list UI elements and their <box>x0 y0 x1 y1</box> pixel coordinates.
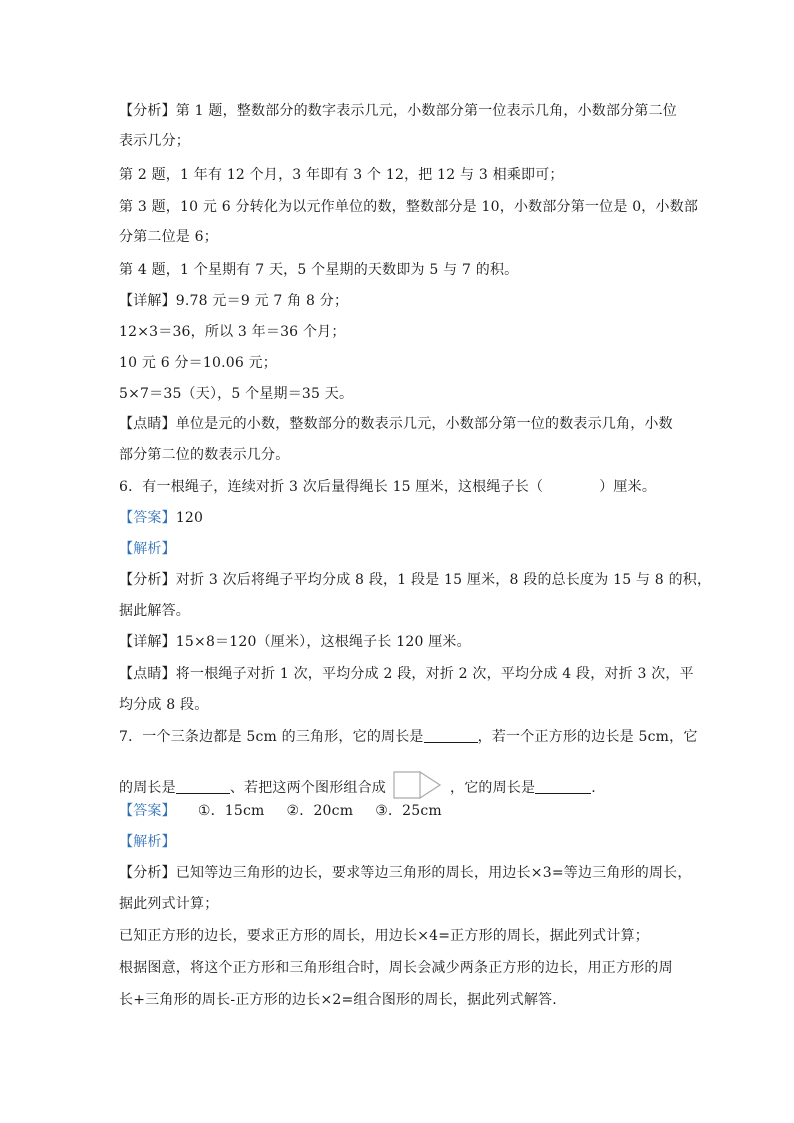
question-7-text: ，它的周长是 <box>450 780 536 796</box>
analysis-line: 据此列式计算； <box>119 896 219 912</box>
question-7-text: . <box>591 780 596 796</box>
detail-line: 10 元 6 分＝10.06 元； <box>119 355 278 371</box>
answer-6 <box>119 508 203 528</box>
question-7-text: 7．一个三条边都是 5cm 的三角形，它的周长是 <box>119 729 424 745</box>
answer-label: 【答案】 <box>119 803 176 819</box>
answer-blank <box>424 728 478 743</box>
analysis-line: 已知正方形的边长，要求正方形的周长，用边长×4=正方形的周长，据此列式计算； <box>119 928 649 944</box>
analysis-line: 第 4 题，1 个星期有 7 天，5 个星期的天数即为 5 与 7 的积。 <box>119 262 519 278</box>
analysis-line: 表示几分； <box>119 133 190 149</box>
jiexi-label: 【解析】 <box>119 834 176 850</box>
answer-blank <box>176 779 230 794</box>
answer-7 <box>119 801 442 821</box>
question-6 <box>119 477 656 497</box>
detail-line: 12×3＝36，所以 3 年＝36 个月； <box>119 324 346 340</box>
remark-line: 【点睛】将一根绳子对折 1 次，平均分成 2 段，对折 2 次，平均分成 4 段，对折 3 次，平 <box>119 666 694 682</box>
detail-line: 5×7＝35（天），5 个星期＝35 天。 <box>119 386 354 402</box>
analysis-line: 分第二位是 6； <box>119 229 218 245</box>
analysis-line: 【分析】对折 3 次后将绳子平均分成 8 段，1 段是 15 厘米，8 段的总长度为 15 与 8 的积， <box>119 572 712 588</box>
analysis-line: 第 3 题，10 元 6 分转化为以元作单位的数，整数部分是 10，小数部分第一位是 0，小数部 <box>119 199 699 215</box>
answer-item: ③．25cm <box>375 803 442 819</box>
remark-line: 均分成 8 段。 <box>119 697 209 713</box>
answer-blank <box>535 779 591 794</box>
question-7 <box>119 727 698 747</box>
answer-item: ①．15cm <box>197 803 265 819</box>
analysis-line: 据此解答。 <box>119 603 190 619</box>
detail-line: 【详解】15×8＝120（厘米），这根绳子长 120 厘米。 <box>119 634 471 650</box>
question-7-text: 、若把这两个图形组合成 <box>229 780 387 796</box>
jiexi-label: 【解析】 <box>119 541 176 557</box>
answer-value: 120 <box>175 510 204 526</box>
question-6-text-end: ）厘米。 <box>599 479 657 495</box>
answer-item: ②．20cm <box>286 803 354 819</box>
analysis-line: 【分析】已知等边三角形的边长，要求等边三角形的周长，用边长×3=等边三角形的周长， <box>119 865 692 881</box>
analysis-line: 根据图意，将这个正方形和三角形组合时，周长会减少两条正方形的边长，用正方形的周 <box>119 960 673 976</box>
analysis-line: 第 2 题，1 年有 12 个月，3 年即有 3 个 12，把 12 与 3 相乘即可； <box>119 167 564 183</box>
question-6-text: 6．有一根绳子，连续对折 3 次后量得绳长 15 厘米，这根绳子长（ <box>119 479 544 495</box>
remark-line: 部分第二位的数表示几分。 <box>119 447 290 463</box>
answer-label: 【答案】 <box>119 510 176 526</box>
detail-line: 【详解】9.78 元＝9 元 7 角 8 分； <box>119 293 349 309</box>
remark-line: 【点睛】单位是元的小数，整数部分的数表示几元，小数部分第一位的数表示几角，小数 <box>119 416 673 432</box>
question-7-text: 的周长是 <box>119 780 176 796</box>
analysis-line: 【分析】第 1 题，整数部分的数字表示几元，小数部分第一位表示几角，小数部分第二位 <box>119 103 678 119</box>
question-7-text: ，若一个正方形的边长是 5cm，它 <box>477 729 698 745</box>
analysis-line: 长+三角形的周长-正方形的边长×2=组合图形的周长，据此列式解答. <box>119 992 557 1008</box>
